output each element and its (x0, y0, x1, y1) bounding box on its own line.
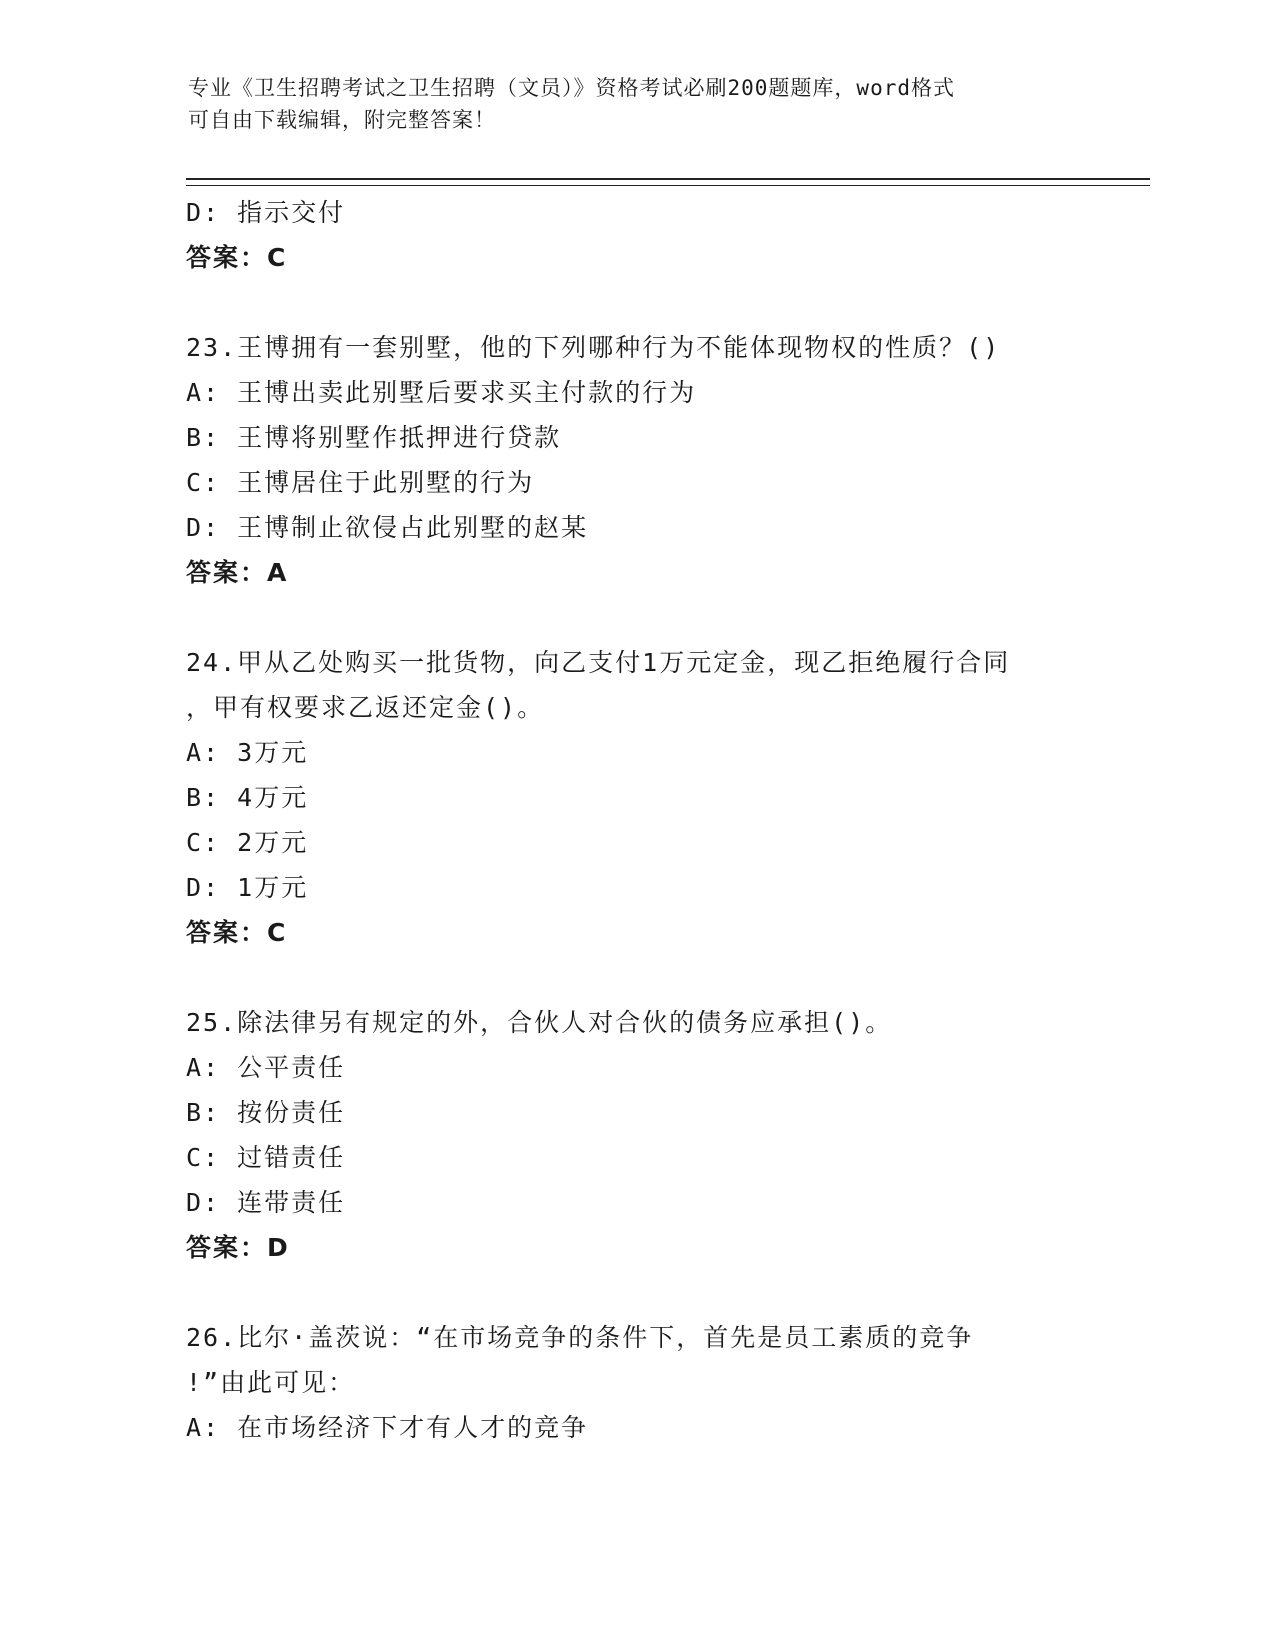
question-stem-continued: !”由此可见： (186, 1368, 356, 1397)
header-line-2: 可自由下载编辑，附完整答案！ (188, 108, 496, 132)
question-23 (186, 325, 1086, 595)
answer: 答案：C (186, 243, 288, 272)
document-body (186, 190, 1086, 1450)
option-b: B: 王博将别墅作抵押进行贷款 (186, 423, 562, 452)
question-stem: 25.除法律另有规定的外，合伙人对合伙的债务应承担()。 (186, 1008, 893, 1037)
option-a: A: 王博出卖此别墅后要求买主付款的行为 (186, 378, 697, 407)
question-24 (186, 640, 1086, 955)
option-a: A: 在市场经济下才有人才的竞争 (186, 1413, 589, 1442)
answer: 答案：C (186, 918, 288, 947)
option-c: C: 2万元 (186, 828, 309, 857)
page-header (188, 72, 1068, 136)
option-d: D: 王博制止欲侵占此别墅的赵某 (186, 513, 589, 542)
option-d: D: 连带责任 (186, 1188, 346, 1217)
question-stem: 23.王博拥有一套别墅，他的下列哪种行为不能体现物权的性质？() (186, 333, 1001, 362)
option-b: B: 按份责任 (186, 1098, 346, 1127)
question-stem-continued: ，甲有权要求乙返还定金()。 (186, 693, 545, 722)
header-line-1: 专业《卫生招聘考试之卫生招聘（文员）》资格考试必刷200题题库，word格式 (188, 76, 955, 100)
answer: 答案：D (186, 1233, 290, 1262)
question-stem: 24.甲从乙处购买一批货物，向乙支付1万元定金，现乙拒绝履行合同 (186, 648, 1011, 677)
question-25 (186, 1000, 1086, 1270)
option-a: A: 3万元 (186, 738, 309, 767)
option-a: A: 公平责任 (186, 1053, 346, 1082)
option-b: B: 4万元 (186, 783, 309, 812)
answer: 答案：A (186, 558, 289, 587)
question-stem: 26.比尔·盖茨说：“在市场竞争的条件下，首先是员工素质的竞争 (186, 1323, 974, 1352)
option-d: D: 指示交付 (186, 198, 346, 227)
question-26 (186, 1315, 1086, 1450)
option-d: D: 1万元 (186, 873, 309, 902)
option-c: C: 过错责任 (186, 1143, 346, 1172)
header-divider (186, 178, 1150, 186)
option-c: C: 王博居住于此别墅的行为 (186, 468, 535, 497)
